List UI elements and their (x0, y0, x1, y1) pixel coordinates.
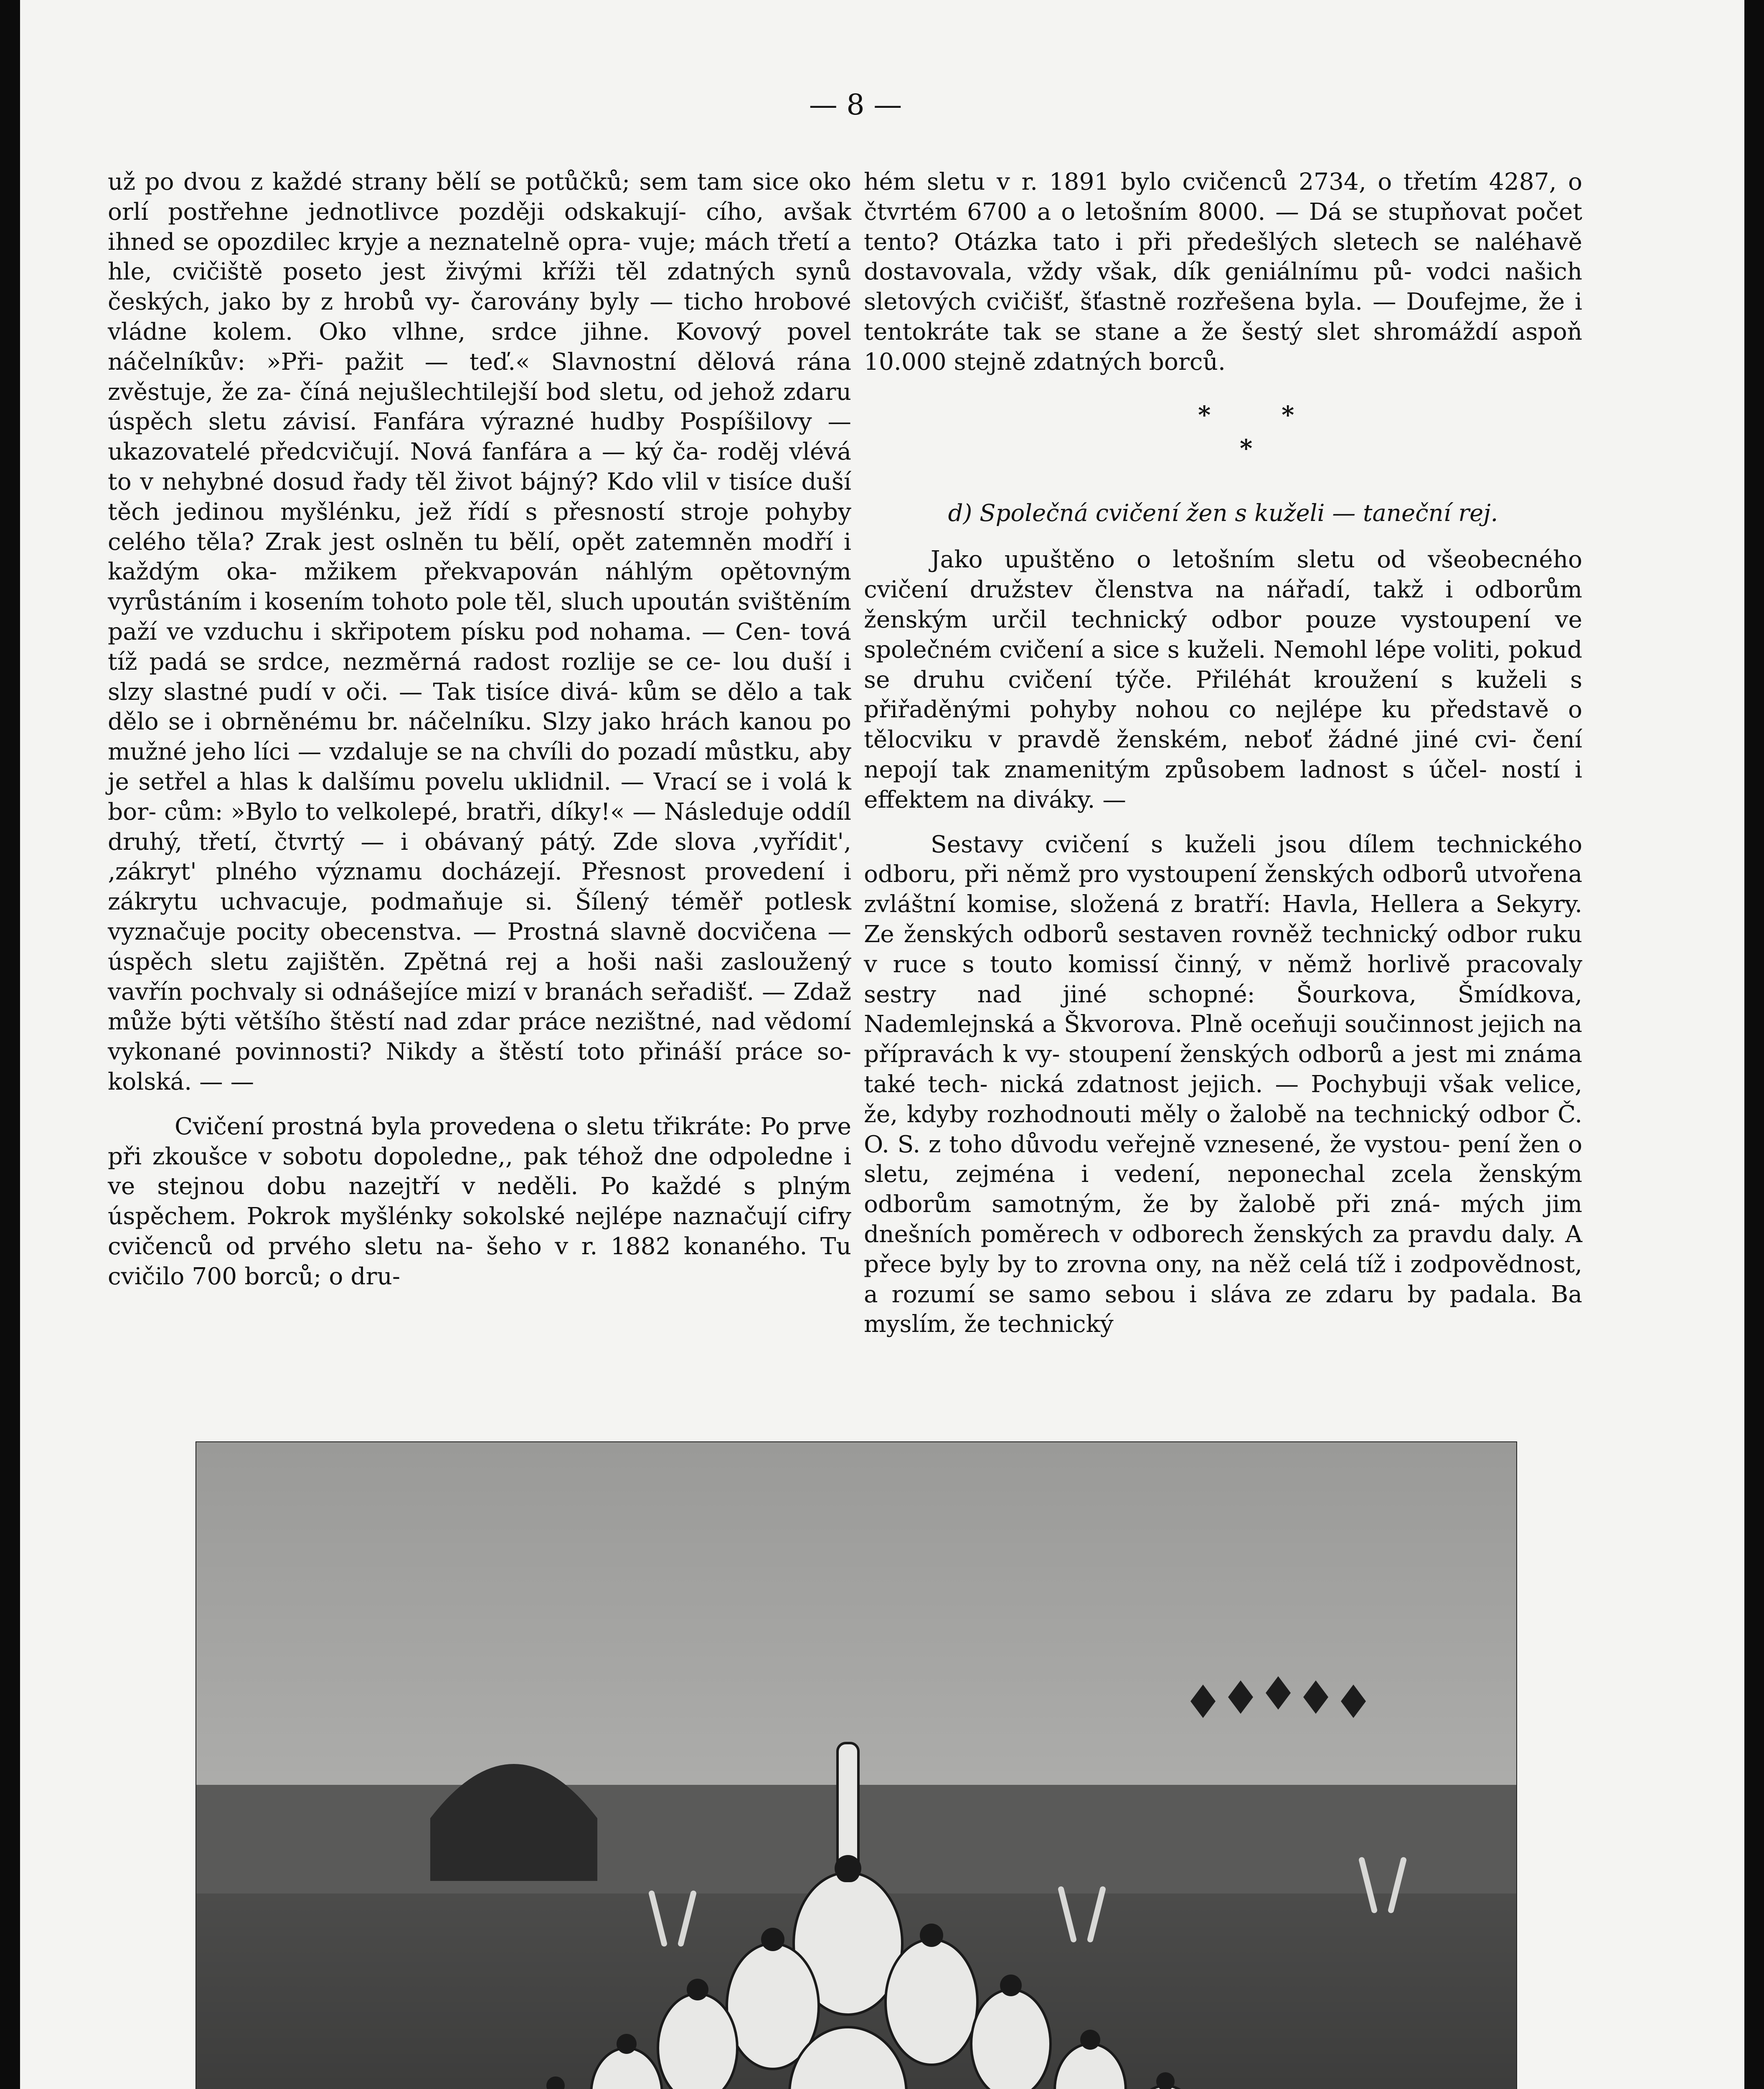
right-paragraph-1: Jako upuštěno o letošním sletu od všeobecného cvičení družstev členstva na nářadí, takž i odborům ženským určil technický odbor pouze vystoupení ve společném cvičení a sice s kuželi. Nemohl lépe voliti, pokud se druhu cvičení týče. Přiléhát kroužení s kuželi s přiřaděnými pohyby nohou co nejlépe ku představě o tělocviku v pravdě ženském, neboť žádné jiné cvi- čení nepojí tak znamenitým způsobem ladnost s účel- ností i effektem na diváky. — (864, 546, 1582, 813)
right-column (864, 167, 1582, 1339)
asterisk: * (1240, 434, 1253, 463)
page (20, 0, 1744, 2089)
right-intro-paragraph: hém sletu v r. 1891 bylo cvičenců 2734, o třetím 4287, o čtvrtém 6700 a o letošním 8000. — Dá se stupňovat počet tento? Otázka tato i při předešlých sletech se naléhavě dostavovala, vždy však, dík geniálnímu pů- vodci našich sletových cvičišť, šťastně rozřešena byla. — Doufejme, že i tentokráte tak se stane a že šestý slet shromáždí aspoň 10.000 stejně zdatných borců. (864, 168, 1582, 376)
asterisk: * (1198, 400, 1211, 429)
asterisk: * (1282, 400, 1294, 429)
section-heading: d) Společná cvičení žen s kuželi — taneční rej. (948, 499, 1498, 527)
left-paragraph-2: Cvičení prostná byla provedena o sletu třikráte: Po prve při zkoušce v sobotu dopoledne,, pak téhož dne odpoledne i ve stejnou dobu nazejtří v neděli. Po každé s plným úspěchem. Pokrok myšlénky sokolské nejlépe naznačují cifry cvičenců od prvého sletu na- šeho v r. 1882 konaného. Tu cvičilo 700 borců; o dru- (108, 1113, 851, 1290)
left-paragraph-1: už po dvou z každé strany bělí se potůčků; sem tam sice oko orlí postřehne jednotlivce později odskakují- cího, avšak ihned se opozdilec kryje a neznatelně opra- vuje; mách třetí a hle, cvičiště poseto jest živými kříži těl zdatných synů českých, jako by z hrobů vy- čarovány byly — ticho hrobové vládne kolem. Oko vlhne, srdce jihne. Kovový povel náčelníkův: »Při- pažit — teď.« Slavnostní dělová rána zvěstuje, že za- číná nejušlechtilejší bod sletu, od jehož zdaru úspěch sletu závisí. Fanfára výrazné hudby Pospíšilovy — ukazovatelé předcvičují. Nová fanfára a — ký ča- roděj vlévá to v nehybné dosud řady těl život bájný? Kdo vlil v tisíce duší těch jedinou myšlénku, jež řídí s přesností stroje pohyby celého těla? Zrak jest oslněn tu bělí, opět zatemněn modří i každým oka- mžikem překvapován náhlým opětovným vyrůstáním i kosením tohoto pole těl, sluch upoután svištěním paží ve vzduchu i skřipotem písku pod nohama. — Cen- tová tíž padá se srdce, nezměrná radost rozlije se ce- lou duší i slzy slastné pudí v oči. — Tak tisíce divá- kům se dělo a tak dělo se i obrněnému br. náčelníku. Slzy jako hrách kanou po mužné jeho líci — vzdaluje se na chvíli do pozadí můstku, aby je setřel a hlas k dalšímu povelu uklidnil. — Vrací se i volá k bor- cům: »Bylo to velkolepé, bratři, díky!« — Následuje oddíl druhý, třetí, čtvrtý — i obávaný pátý. Zde slova ‚vyřídit', ‚zákryt' plného významu docházejí. Přesnost provedení i zákrytu uchvacuje, podmaňuje si. Šílený téměř potlesk vyznačuje pocity obecenstva. — Prostná slavně docvičena — úspěch sletu zajištěn. Zpětná rej a hoši naši zasloužený vavřín pochvaly si odnášejíce mizí v branách seřadišť. — Zdaž může býti většího štěstí nad zdar práce nezištné, nad vědomí vykonané povinnosti? Nikdy a štěstí toto přináší práce so- kolská. — — (108, 168, 851, 1095)
page-number: — 8 — (809, 89, 902, 122)
section-divider-asterisks (864, 396, 1582, 498)
right-paragraph-2: Sestavy cvičení s kuželi jsou dílem technického odboru, při němž pro vystoupení ženských odborů utvořena zvláštní komise, složená z bratří: Havla, Hellera a Sekyry. Ze ženských odborů sestaven rovněž technický odbor ruku v ruce s touto komissí činný, v němž horlivě pracovaly sestry nad jiné schopné: Šourkova, Šmídkova, Nademlejnská a Škvorova. Plně oceňuji součinnost jejich na přípravách k vy- stoupení ženských odborů a jest mi známa také tech- nická zdatnost jejich. — Pochybuji však velice, že, kdyby rozhodnouti měly o žalobě na technický odbor Č. O. S. z toho důvodu veřejně vznesené, že vystou- pení žen o sletu, zejména i vedení, neponechal zcela ženským odborům samotným, že by žalobě při zná- mých jim dnešních poměrech v odborech ženských za pravdu daly. A přece byly by to zrovna ony, na něž celá tíž i zodpovědnost, a rozumí se samo sebou i sláva ze zdaru by padala. Ba myslím, že technický (864, 831, 1582, 1338)
left-column (108, 167, 851, 1291)
group-photo (195, 1441, 1517, 2089)
gymnasts-group-photo-illustration (196, 1442, 1516, 2089)
